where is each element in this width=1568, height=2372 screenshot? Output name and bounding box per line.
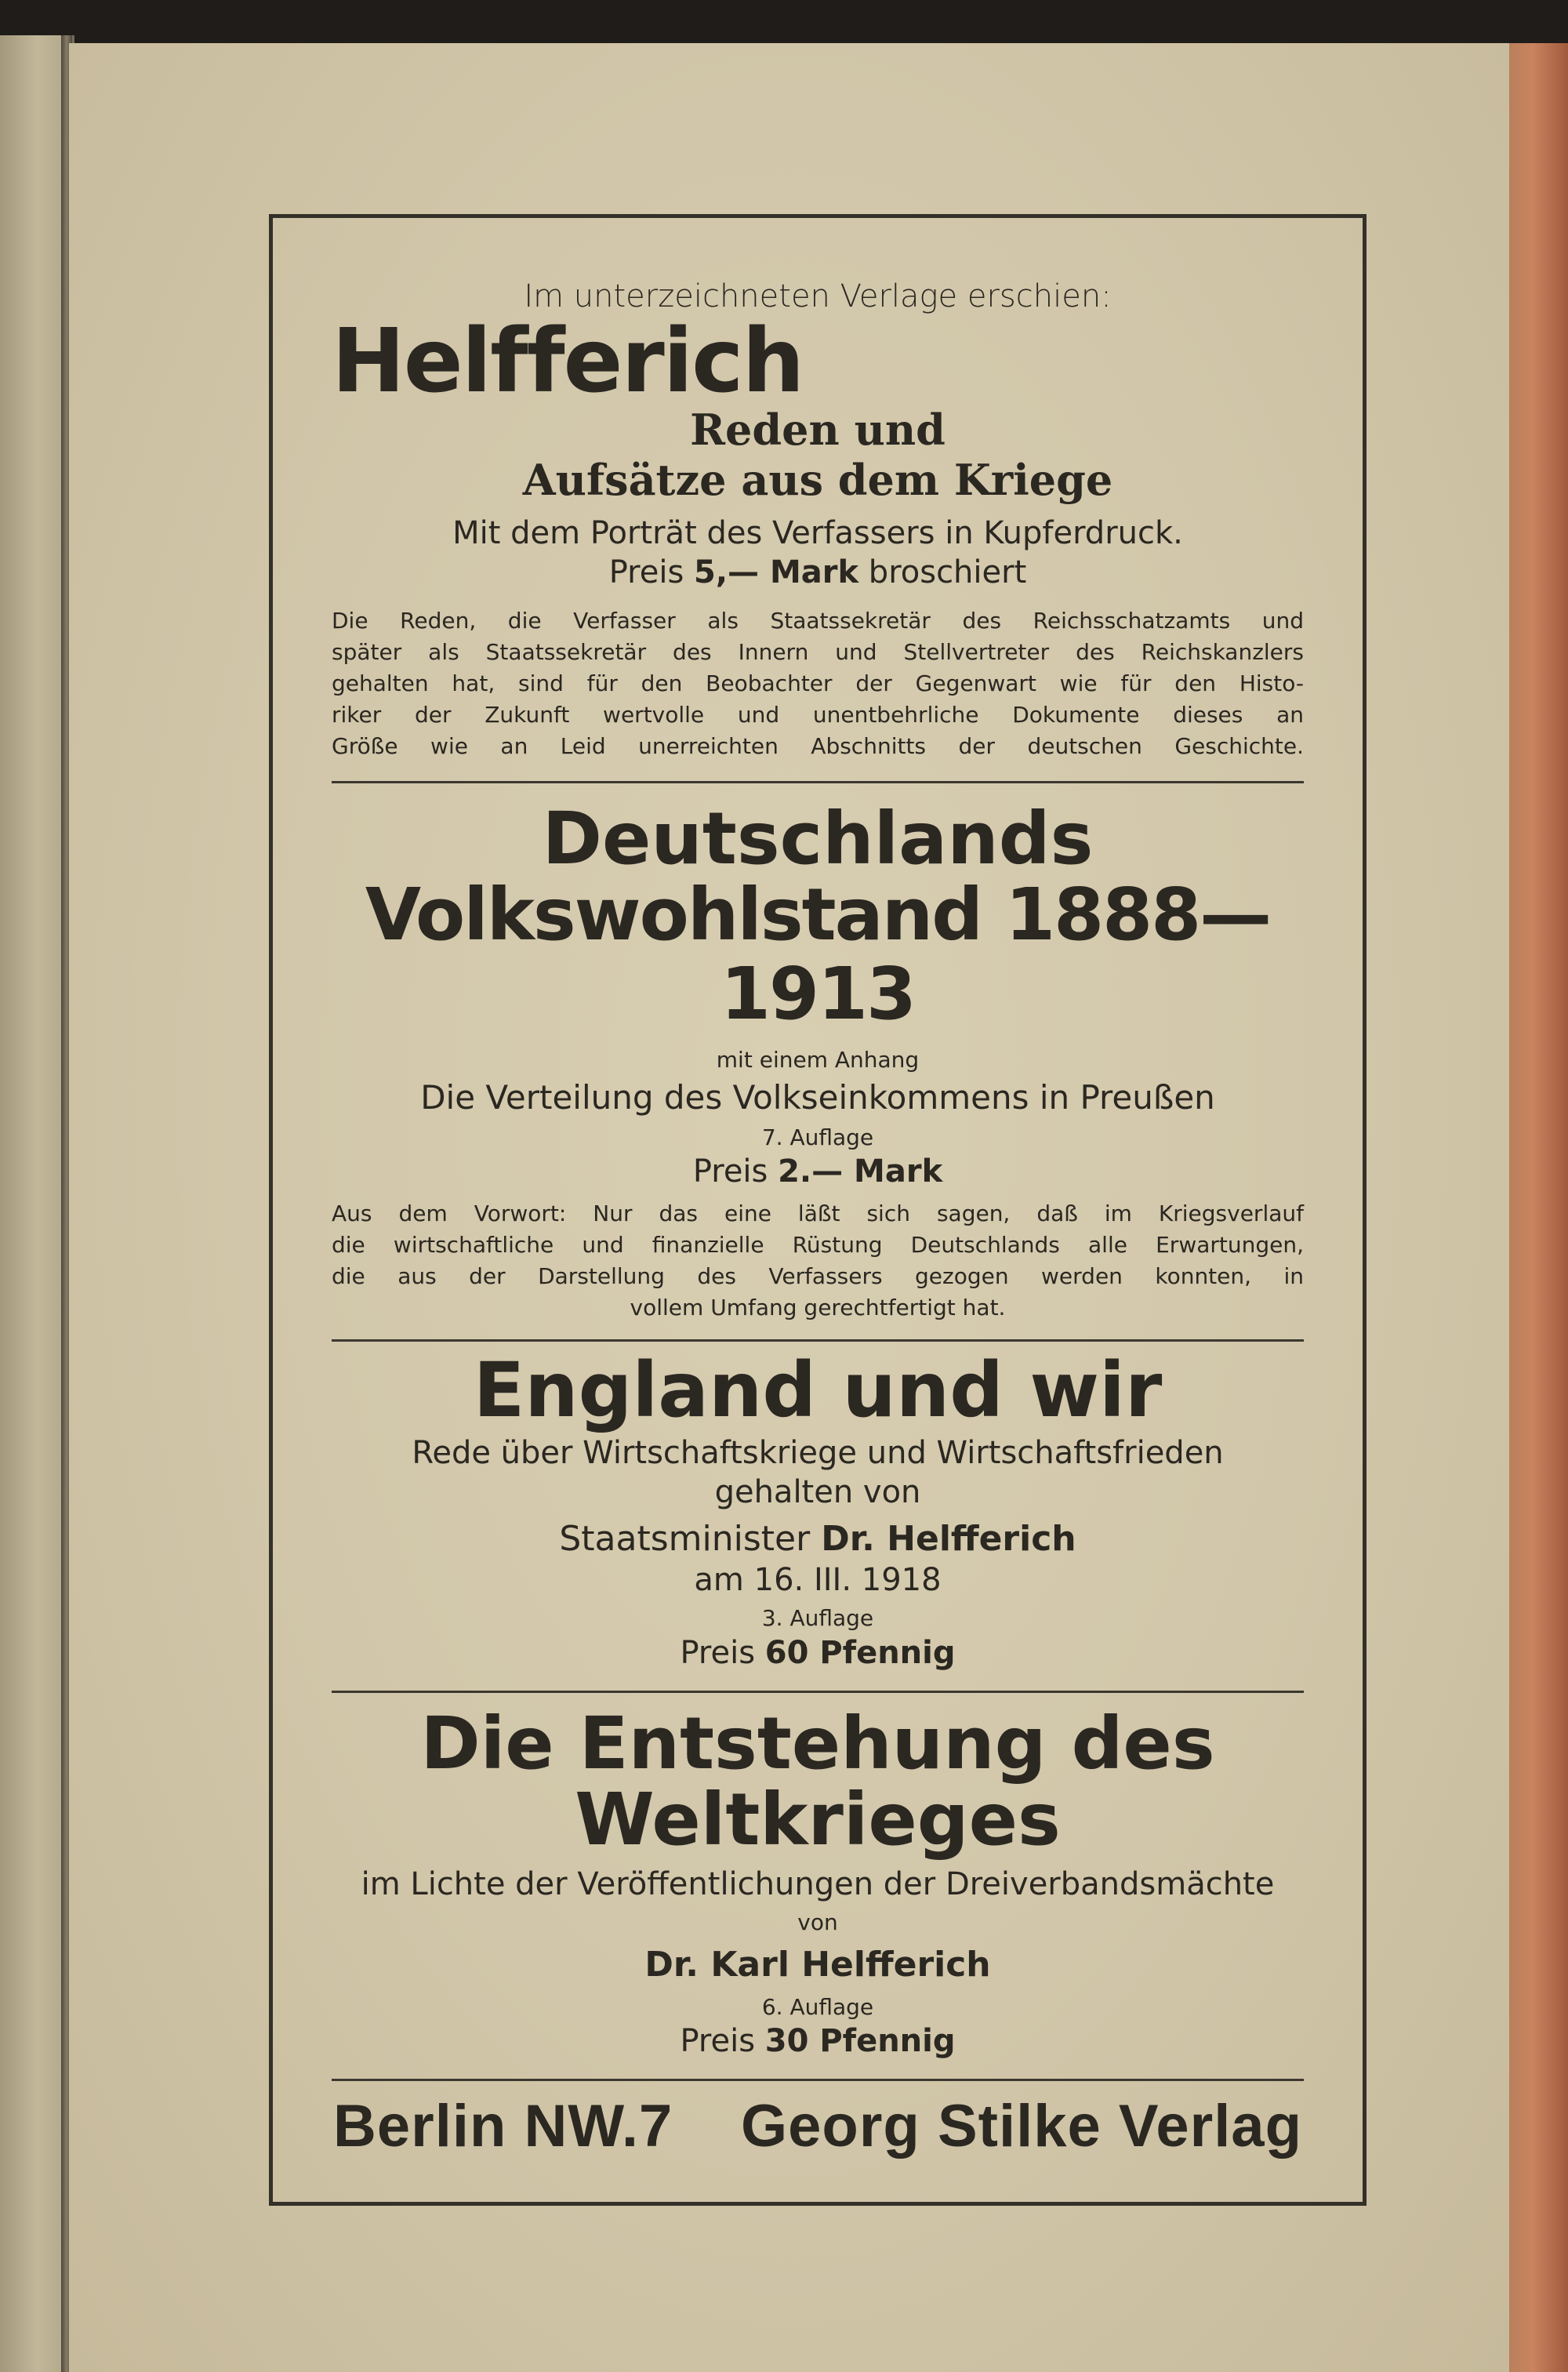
divider [332, 1691, 1304, 1693]
book2-title-line1: Deutschlands [542, 796, 1094, 881]
speaker-prefix: Staatsminister [559, 1518, 811, 1559]
foreword-line: die aus der Darstellung des Verfassers gezogen werden konnten, in [332, 1263, 1304, 1290]
book1-author: Helfferich [332, 311, 804, 412]
price-value: 30 Pfennig [764, 2023, 956, 2060]
price-suffix: broschiert [868, 554, 1027, 590]
price-value: 5,— Mark [694, 554, 859, 590]
book3-subtitle-line1: Rede über Wirtschaftskriege und Wirtschaftsfrieden [412, 1434, 1224, 1471]
price-value: 2.— Mark [778, 1153, 943, 1190]
speaker-name: Dr. Helfferich [821, 1518, 1076, 1559]
price-prefix: Preis [680, 2023, 756, 2060]
description-line: riker der Zukunft wertvolle und unentbehrliche Dokumente dieses an [332, 701, 1304, 728]
book1-price [332, 555, 1304, 590]
divider [332, 2079, 1304, 2081]
book3-subtitle-line2: gehalten von [714, 1473, 921, 1510]
price-prefix: Preis [692, 1153, 768, 1190]
book4-title-line2: Weltkrieges [575, 1778, 1061, 1862]
publisher-footer [332, 2092, 1304, 2160]
book1-title-line1: Reden und [690, 405, 946, 456]
intro-line: Im unterzeichneten Verlage erschien: [524, 278, 1112, 314]
book2-edition: 7. Auflage [761, 1124, 874, 1150]
divider [332, 1339, 1304, 1342]
book4-author: Dr. Karl Helfferich [644, 1945, 991, 1985]
book4-price [332, 2024, 1304, 2058]
book2-appendix-intro: mit einem Anhang [716, 1046, 920, 1073]
book2-title-line2: Volkswohlstand 1888—1913 [365, 873, 1271, 1037]
advertisement-content [332, 274, 1304, 2160]
book1-title-line2: Aufsätze aus dem Kriege [522, 454, 1113, 505]
book4-edition: 6. Auflage [761, 1993, 874, 2020]
description-line: später als Staatssekretär des Innern und Stellvertreter des Reichskanzlers [332, 638, 1304, 665]
description-line: Größe wie an Leid unerreichten Abschnitts der deutschen Geschichte. [332, 732, 1304, 759]
description-line: Die Reden, die Verfasser als Staatssekretär des Reichsschatzamts und [332, 607, 1304, 634]
book2-appendix-title: Die Verteilung des Volkseinkommens in Preußen [420, 1078, 1215, 1117]
foreword-line: die wirtschaftliche und finanzielle Rüstung Deutschlands alle Erwartungen, [332, 1232, 1304, 1259]
book3-title: England und wir [473, 1346, 1163, 1435]
book3-edition: 3. Auflage [761, 1605, 874, 1632]
book3-speaker [332, 1520, 1304, 1558]
book4-title-line1: Die Entstehung des [420, 1702, 1215, 1786]
book3-date: am 16. III. 1918 [694, 1562, 942, 1599]
advertisement-frame [269, 214, 1367, 2206]
foreword-line: Aus dem Vorwort: Nur das eine läßt sich sagen, daß im Kriegsverlauf [332, 1201, 1304, 1227]
description-line: gehalten hat, sind für den Beobachter der Gegenwart wie für den Histo- [332, 670, 1304, 696]
scan-background [0, 0, 1568, 43]
right-page-edge [1509, 43, 1568, 2372]
publisher-name: Georg Stilke Verlag [741, 2093, 1302, 2160]
book1-portrait-note: Mit dem Porträt des Verfassers in Kupferdruck. [452, 514, 1183, 551]
price-prefix: Preis [608, 554, 684, 590]
foreword-line: vollem Umfang gerechtfertigt hat. [630, 1295, 1006, 1321]
book3-price [332, 1636, 1304, 1670]
book2-price [332, 1154, 1304, 1189]
book2-foreword [332, 1198, 1304, 1324]
book1-description [332, 605, 1304, 762]
publisher-city: Berlin NW.7 [333, 2093, 673, 2160]
page [69, 43, 1509, 2372]
book4-subtitle: im Lichte der Veröffentlichungen der Dreiverbandsmächte [361, 1866, 1275, 1903]
price-value: 60 Pfennig [764, 1635, 956, 1672]
divider [332, 781, 1304, 783]
price-prefix: Preis [680, 1635, 756, 1672]
book4-by: von [797, 1909, 838, 1936]
